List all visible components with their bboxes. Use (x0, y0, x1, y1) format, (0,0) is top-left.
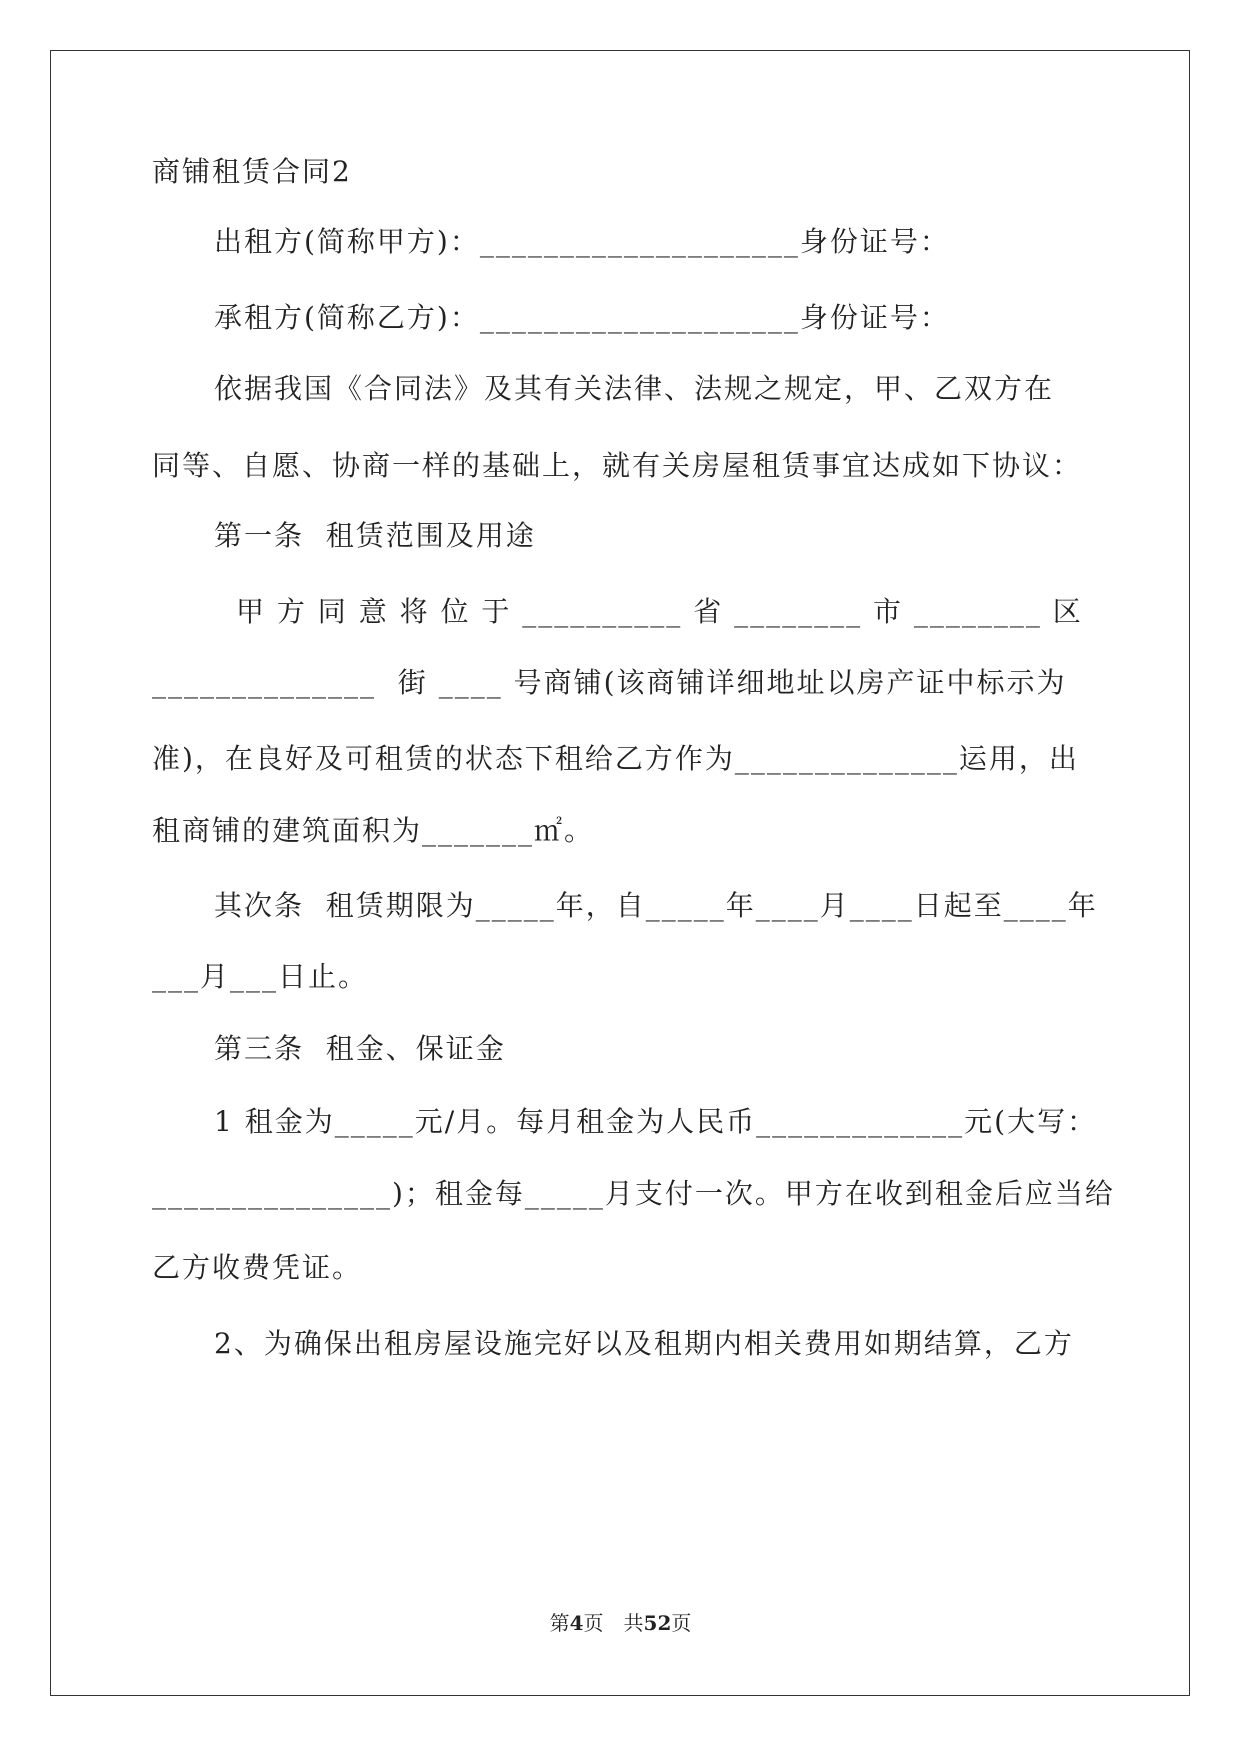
article-heading: 第三条 租金、保证金 (214, 1032, 506, 1065)
paragraph-line: 准)，在良好及可租赁的状态下租给乙方作为______________运用，出 (152, 742, 1079, 775)
footer-prefix: 第 (549, 1611, 570, 1635)
current-page-number: 4 (569, 1611, 584, 1635)
paragraph-line: ______________ 街 ____ 号商铺(该商铺详细地址以房产证中标示为 (152, 666, 1067, 699)
document-title: 商铺租赁合同2 (152, 155, 352, 188)
footer-suffix: 页 (671, 1611, 692, 1635)
paragraph-line: ___月___日止。 (152, 960, 369, 993)
paragraph-line: 1 租金为_____元/月。每月租金为人民币_____________元(大写： (214, 1105, 1098, 1138)
paragraph-line: 乙方收费凭证。 (152, 1251, 363, 1284)
paragraph-line: 甲 方 同 意 将 位 于 __________ 省 ________ 市 ________ 区 (236, 595, 1083, 628)
lessor-line: 出租方(简称甲方)：____________________身份证号： (214, 225, 950, 258)
page-border (50, 50, 1190, 1696)
lessee-line: 承租方(简称乙方)：____________________身份证号： (214, 301, 950, 334)
total-pages-number: 52 (643, 1611, 672, 1635)
page-footer (0, 1610, 1241, 1636)
paragraph-line: 2、为确保出租房屋设施完好以及租期内相关费用如期结算，乙方 (214, 1327, 1074, 1360)
paragraph-line: 同等、自愿、协商一样的基础上，就有关房屋租赁事宜达成如下协议： (152, 449, 1083, 482)
article-heading: 第一条 租赁范围及用途 (214, 519, 536, 552)
paragraph-line: 其次条 租赁期限为_____年，自_____年____月____日起至____年 (214, 889, 1098, 922)
paragraph-line: 租商铺的建筑面积为_______㎡。 (152, 814, 595, 847)
paragraph-line: 依据我国《合同法》及其有关法律、法规之规定，甲、乙双方在 (214, 372, 1055, 405)
footer-mid: 页 共 (583, 1611, 644, 1635)
paragraph-line: _______________)；租金每_____月支付一次。甲方在收到租金后应当给 (152, 1177, 1115, 1210)
